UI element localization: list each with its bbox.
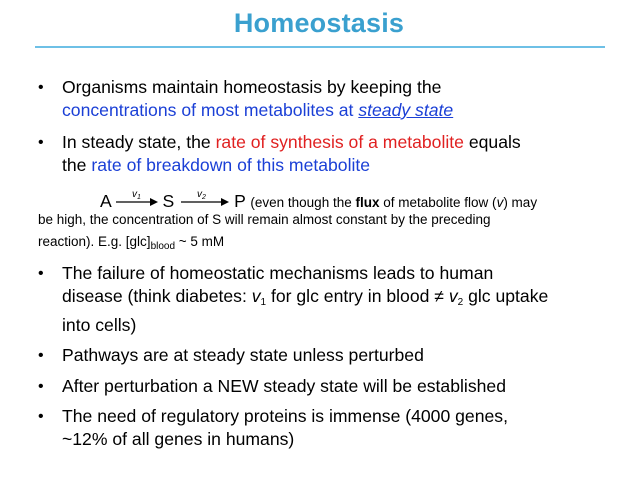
bullet-4-text: Pathways are at steady state unless perturbed [62,345,424,365]
synthesis-rate-text: rate of synthesis of a metabolite [215,132,464,152]
b3-post: glc uptake [463,286,549,306]
note-end: ) may [503,195,538,210]
bullet-1-blue-text: concentrations of most metabolites at [62,100,359,120]
bullet-6-line-1: The need of regulatory proteins is immense (4000 genes, [62,406,508,426]
breakdown-rate-text: rate of breakdown of this metabolite [91,155,371,175]
blood-subscript: blood [150,241,176,252]
bullet-dot-icon: • [38,378,44,395]
bullet-3-line-3: into cells) [62,315,137,335]
metabolite-s: S [162,191,175,211]
flux-text: flux [355,195,380,210]
bullet-1-line-1: Organisms maintain homeostasis by keeping the [62,77,442,97]
arrow-right-icon [116,189,158,209]
bullet-3-line-2 [62,285,622,314]
bullet-dot-icon: • [38,134,44,151]
reaction-scheme [100,189,537,212]
bullet-dot-icon: • [38,79,44,96]
bullet-5-text: After perturbation a NEW steady state will be established [62,376,506,396]
v1-symbol: v [251,286,261,306]
arrow-right-icon [179,189,229,209]
bullet-dot-icon: • [38,347,44,364]
reaction-note [250,195,537,210]
note-post: of metabolite flow ( [379,195,497,210]
reaction-line-3 [38,232,224,257]
v2-symbol: v [448,286,458,306]
bullet-1-line-2 [62,99,622,122]
bullet-dot-icon: • [38,265,44,282]
v1-label: $v_1$ [131,189,141,201]
b3-pre: disease (think diabetes: [62,286,252,306]
reaction-line-2: be high, the concentration of S will remain almost constant by the preceding [38,212,491,227]
v2-label: $v_2$ [197,189,207,201]
note-pre: (even though the [250,195,356,210]
bullet-2-line2-pre: the [62,155,92,175]
v-text: v [496,195,504,210]
bullet-2-post: equals [463,132,521,152]
bullet-2-line-2 [62,154,622,177]
glc-text: reaction). E.g. [glc] [38,234,151,249]
metabolite-p: P [234,191,246,211]
glc-value: ~ 5 mM [175,234,225,249]
title-underline [35,46,605,48]
metabolite-a: A [100,191,111,211]
bullet-2-pre: In steady state, the [62,132,216,152]
steady-state-link: steady state [358,100,454,120]
bullet-6-line-2: ~12% of all genes in humans) [62,429,295,449]
slide-title: Homeostasis [233,8,405,38]
bullet-dot-icon: • [38,408,44,425]
bullet-2-line-1 [62,131,622,154]
b3-mid: for glc entry in blood ≠ [266,286,449,306]
v2-subscript: 2 [457,297,464,308]
bullet-3-line-1: The failure of homeostatic mechanisms leads to human [62,263,494,283]
v1-subscript: 1 [260,297,267,308]
